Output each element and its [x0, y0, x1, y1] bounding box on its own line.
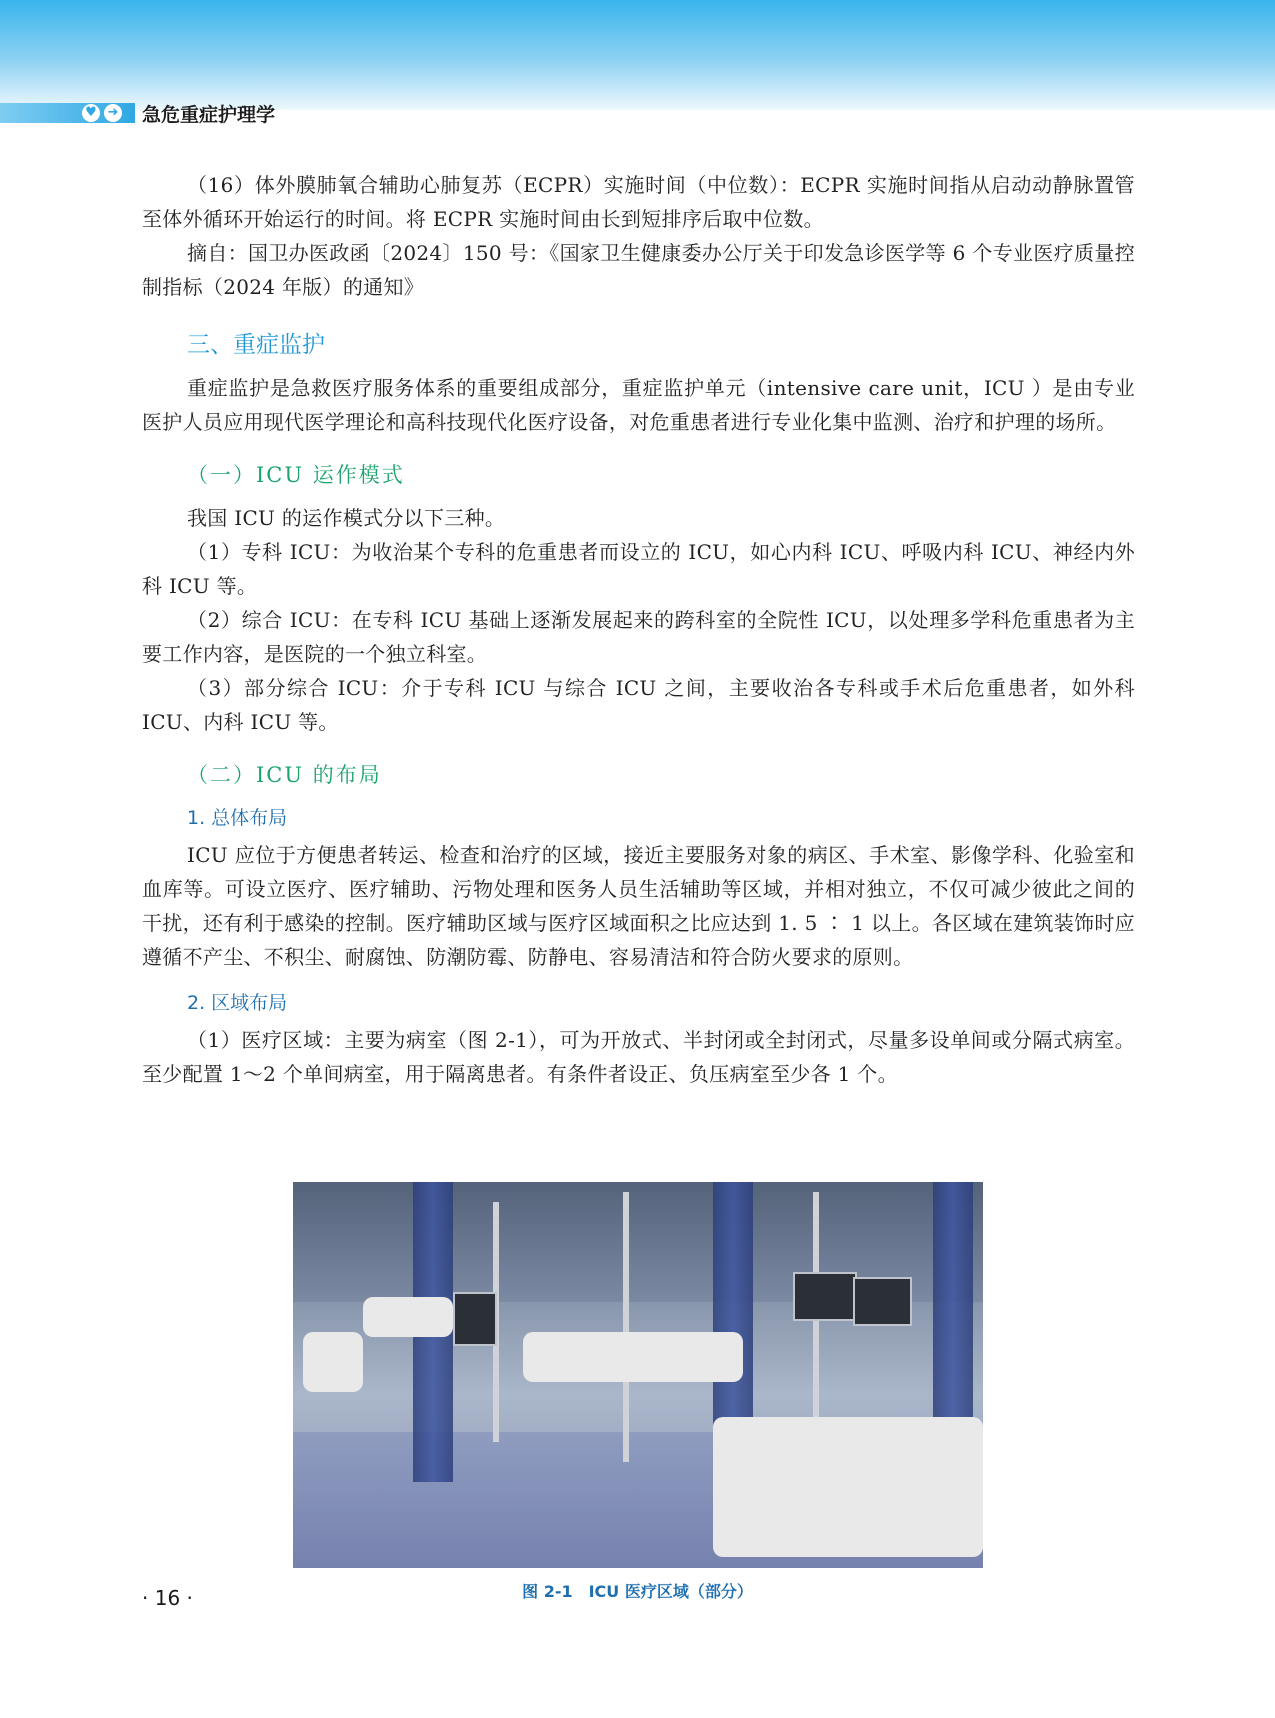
arrow-right-icon: ➜	[104, 104, 122, 122]
paragraph-medical-zone: （1）医疗区域：主要为病室（图 2-1），可为开放式、半封闭或全封闭式，尽量多设单间或分隔式病室。至少配置 1～2 个单间病室，用于隔离患者。有条件者设正、负压病室至少各 1 个。	[142, 1028, 1135, 1086]
paragraph-overall-layout: ICU 应位于方便患者转运、检查和治疗的区域，接近主要服务对象的病区、手术室、影像学科、化验室和血库等。可设立医疗、医疗辅助、污物处理和医务人员生活辅助等区域，并相对独立，不仅可减少彼此之间的干扰，还有利于感染的控制。医疗辅助区域与医疗区域面积之比应达到 1. 5 ∶ 1 以上。各区域在建筑装饰时应遵循不产尘、不积尘、耐腐蚀、防潮防霉、防静电、容易清洁和符合防火要求的原则。	[142, 843, 1135, 969]
section-heading: 三、重症监护	[187, 332, 325, 358]
subsection-heading-operation: （一）ICU 运作模式	[187, 463, 405, 487]
paragraph-modes-intro: 我国 ICU 的运作模式分以下三种。	[187, 506, 506, 530]
paragraph-mode-1: （1）专科 ICU：为收治某个专科的危重患者而设立的 ICU，如心内科 ICU、呼吸内科 ICU、神经内外科 ICU 等。	[142, 540, 1135, 598]
item-heading-overall: 1. 总体布局	[187, 807, 288, 829]
figure-caption: 图 2-1 ICU 医疗区域（部分）	[522, 1582, 753, 1601]
heart-icon: ♥	[82, 104, 100, 122]
paragraph-mode-3: （3）部分综合 ICU：介于专科 ICU 与综合 ICU 之间，主要收治各专科或手术后危重患者，如外科 ICU、内科 ICU 等。	[142, 676, 1135, 734]
subsection-heading-layout: （二）ICU 的布局	[187, 763, 382, 787]
page-number: · 16 ·	[142, 1586, 193, 1610]
header-band	[0, 0, 1275, 110]
book-title: 急危重症护理学	[142, 104, 276, 126]
paragraph-source: 摘自：国卫办医政函〔2024〕150 号：《国家卫生健康委办公厅关于印发急诊医学等 6 个专业医疗质量控制指标（2024 年版）的通知》	[142, 241, 1135, 299]
item-heading-zone: 2. 区域布局	[187, 992, 288, 1014]
paragraph-ecpr: （16）体外膜肺氧合辅助心肺复苏（ECPR）实施时间（中位数）：ECPR 实施时间指从启动动静脉置管至体外循环开始运行的时间。将 ECPR 实施时间由长到短排序后取中位数。	[142, 173, 1135, 231]
header-icons	[82, 104, 122, 122]
paragraph-mode-2: （2）综合 ICU：在专科 ICU 基础上逐渐发展起来的跨科室的全院性 ICU，以处理多学科危重患者为主要工作内容，是医院的一个独立科室。	[142, 608, 1135, 666]
paragraph-icu-definition: 重症监护是急救医疗服务体系的重要组成部分，重症监护单元（intensive care unit，ICU ）是由专业医护人员应用现代医学理论和高科技现代化医疗设备，对危重患者进行专业化集中监测、治疗和护理的场所。	[142, 376, 1135, 434]
page-content	[142, 168, 1135, 1091]
icu-ward-photo	[293, 1182, 983, 1568]
